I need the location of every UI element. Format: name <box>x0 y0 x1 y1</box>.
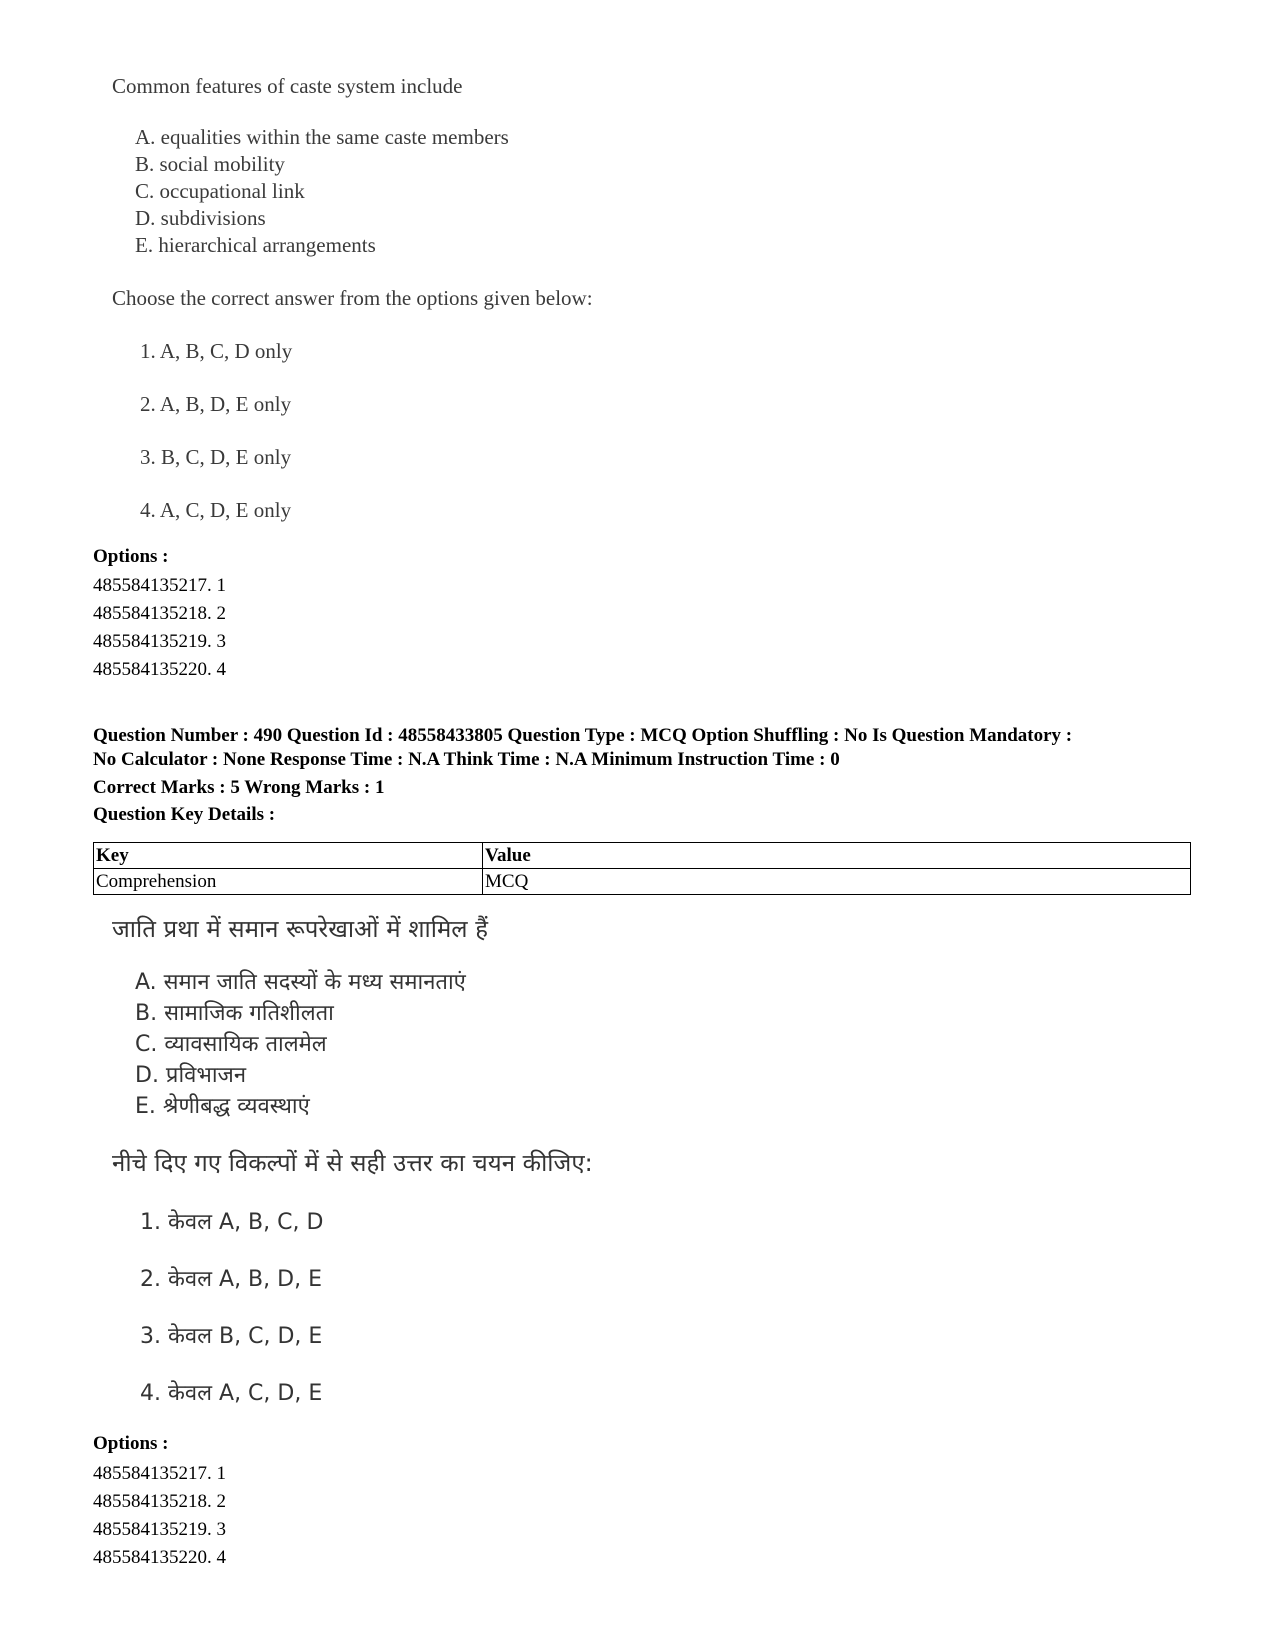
option-item-1-3: 485584135219. 3 <box>93 631 226 652</box>
choice-2-hi: 2. केवल A, B, D, E <box>140 1267 322 1292</box>
table-row <box>94 869 1191 895</box>
statement-b-hi: B. सामाजिक गतिशीलता <box>135 1001 334 1026</box>
statement-d-hi: D. प्रविभाजन <box>135 1063 247 1088</box>
statement-e-en: E. hierarchical arrangements <box>135 233 376 257</box>
option-item-2-2: 485584135218. 2 <box>93 1491 226 1512</box>
statement-b-en: B. social mobility <box>135 152 285 176</box>
option-item-2-3: 485584135219. 3 <box>93 1519 226 1540</box>
option-item-1-2: 485584135218. 2 <box>93 603 226 624</box>
options-heading-1: Options : <box>93 546 169 567</box>
question-stem-hi: जाति प्रथा में समान रूपरेखाओं में शामिल हैं <box>112 915 488 943</box>
table-header-key: Key <box>94 843 483 869</box>
statement-c-hi: C. व्यावसायिक तालमेल <box>135 1032 327 1057</box>
choice-3-en: 3. B, C, D, E only <box>140 445 292 469</box>
choice-1-hi: 1. केवल A, B, C, D <box>140 1210 324 1235</box>
instruction-en: Choose the correct answer from the options given below: <box>112 286 593 310</box>
statement-a-en: A. equalities within the same caste members <box>135 125 509 149</box>
key-details-table <box>93 842 1191 895</box>
option-item-2-1: 485584135217. 1 <box>93 1463 226 1484</box>
option-item-2-4: 485584135220. 4 <box>93 1547 226 1568</box>
question-meta-line1: Question Number : 490 Question Id : 48558433805 Question Type : MCQ Option Shuffling : No Is Question Mandatory : <box>93 725 1073 746</box>
table-cell-key: Comprehension <box>94 869 483 895</box>
marks-line: Correct Marks : 5 Wrong Marks : 1 <box>93 777 385 798</box>
instruction-hi: नीचे दिए गए विकल्पों में से सही उत्तर का चयन कीजिए: <box>112 1149 593 1177</box>
statement-d-en: D. subdivisions <box>135 206 266 230</box>
statement-c-en: C. occupational link <box>135 179 305 203</box>
statement-a-hi: A. समान जाति सदस्यों के मध्य समानताएं <box>135 970 466 995</box>
choice-3-hi: 3. केवल B, C, D, E <box>140 1324 323 1349</box>
question-meta-line2: No Calculator : None Response Time : N.A Think Time : N.A Minimum Instruction Time : 0 <box>93 749 840 770</box>
choice-2-en: 2. A, B, D, E only <box>140 392 292 416</box>
table-header-row <box>94 843 1191 869</box>
table-header-value: Value <box>483 843 1191 869</box>
choice-4-hi: 4. केवल A, C, D, E <box>140 1381 323 1406</box>
question-stem-en: Common features of caste system include <box>112 74 463 98</box>
options-heading-2: Options : <box>93 1433 169 1454</box>
statement-e-hi: E. श्रेणीबद्ध व्यवस्थाएं <box>135 1094 310 1119</box>
key-details-heading: Question Key Details : <box>93 804 276 825</box>
option-item-1-1: 485584135217. 1 <box>93 575 226 596</box>
table-cell-value: MCQ <box>483 869 1191 895</box>
choice-1-en: 1. A, B, C, D only <box>140 339 293 363</box>
choice-4-en: 4. A, C, D, E only <box>140 498 292 522</box>
option-item-1-4: 485584135220. 4 <box>93 659 226 680</box>
